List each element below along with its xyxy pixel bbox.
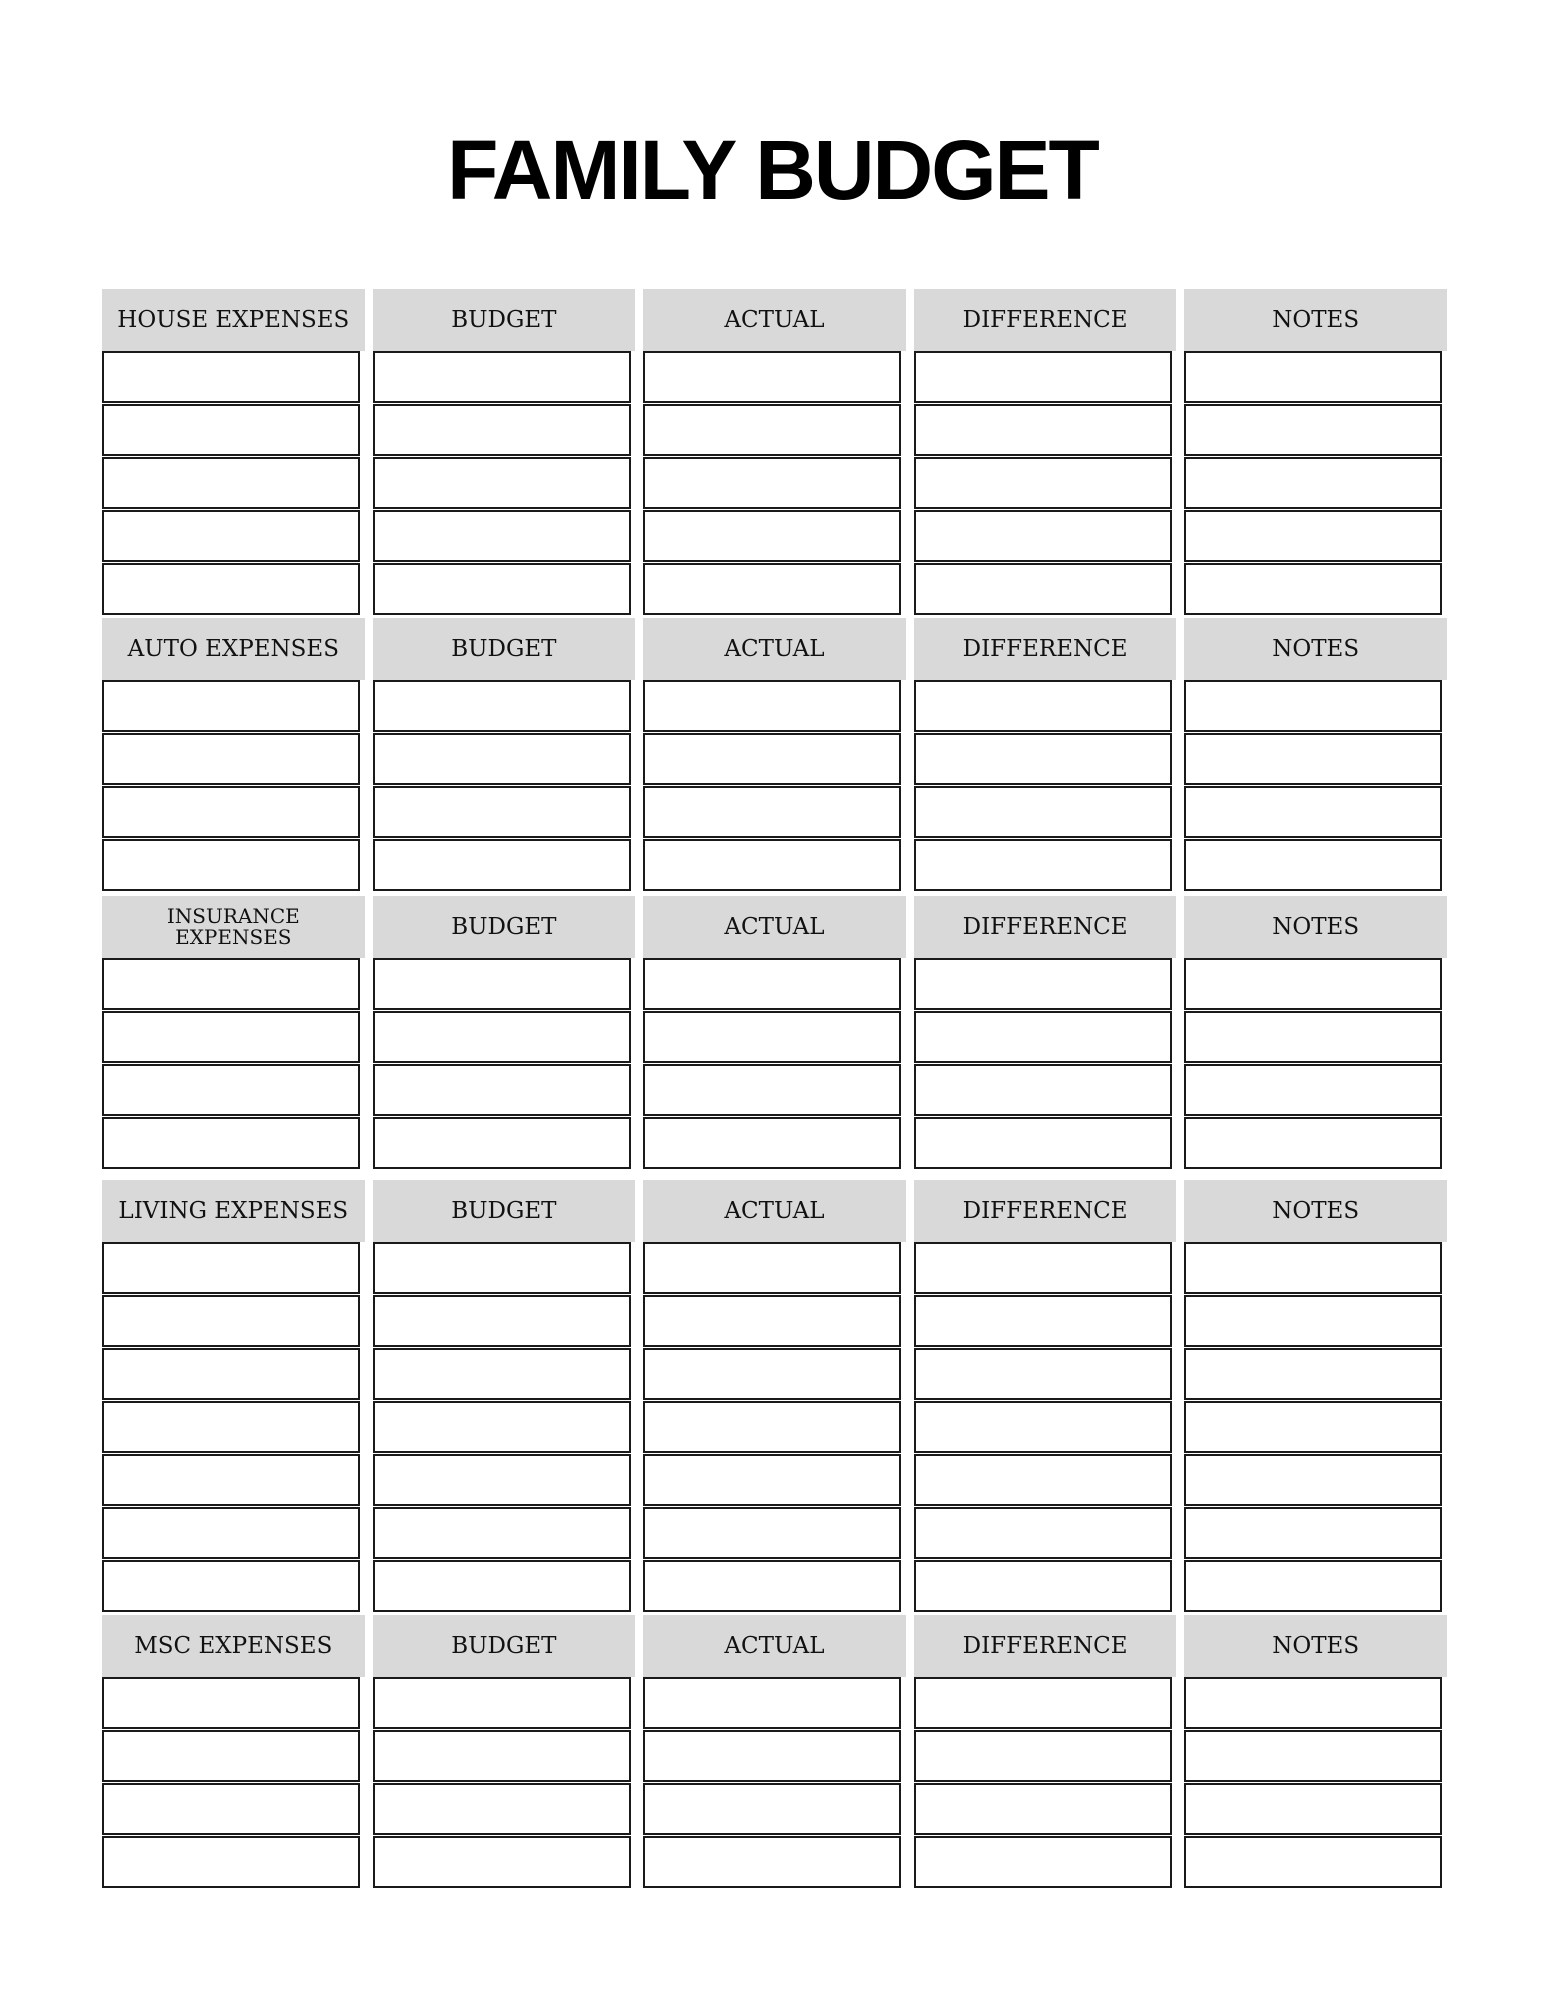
entry-cell[interactable] — [643, 1295, 901, 1347]
entry-cell[interactable] — [1184, 1011, 1442, 1063]
entry-cell[interactable] — [643, 510, 901, 562]
entry-cell[interactable] — [102, 457, 360, 509]
column-header: INSURANCE EXPENSES — [102, 896, 365, 958]
page-title: FAMILY BUDGET — [447, 123, 1098, 217]
column-header: DIFFERENCE — [914, 896, 1177, 958]
entry-cell[interactable] — [914, 1677, 1172, 1729]
entry-cell[interactable] — [1184, 404, 1442, 456]
entry-cell[interactable] — [1184, 510, 1442, 562]
entry-cell[interactable] — [914, 680, 1172, 732]
entry-cell[interactable] — [102, 563, 360, 615]
column-notes — [1184, 1615, 1447, 1889]
column-header: HOUSE EXPENSES — [102, 289, 365, 351]
category-column — [102, 618, 365, 892]
budget-section-msc-expenses — [102, 1615, 1447, 1889]
entry-cell[interactable] — [643, 733, 901, 785]
entry-cell[interactable] — [1184, 1064, 1442, 1116]
entry-cell[interactable] — [643, 1242, 901, 1294]
entry-cell[interactable] — [102, 680, 360, 732]
column-header: LIVING EXPENSES — [102, 1180, 365, 1242]
entry-cell[interactable] — [1184, 958, 1442, 1010]
entry-cell[interactable] — [914, 1507, 1172, 1559]
entry-cell[interactable] — [373, 1783, 631, 1835]
entry-cell[interactable] — [914, 958, 1172, 1010]
entry-cell[interactable] — [1184, 839, 1442, 891]
column-header: BUDGET — [373, 618, 636, 680]
entry-cell[interactable] — [102, 1348, 360, 1400]
column-notes — [1184, 896, 1447, 1170]
entry-cell[interactable] — [373, 457, 631, 509]
entry-cell[interactable] — [102, 1011, 360, 1063]
column-header: NOTES — [1184, 1615, 1447, 1677]
entry-cell[interactable] — [914, 510, 1172, 562]
entry-cell[interactable] — [1184, 1677, 1442, 1729]
column-header: ACTUAL — [643, 289, 906, 351]
column-budget — [373, 896, 636, 1170]
entry-cell[interactable] — [643, 839, 901, 891]
column-actual — [643, 1180, 906, 1613]
entry-cell[interactable] — [102, 1454, 360, 1506]
entry-cell[interactable] — [102, 1677, 360, 1729]
entry-cell[interactable] — [373, 1348, 631, 1400]
column-header: NOTES — [1184, 896, 1447, 958]
column-budget — [373, 1180, 636, 1613]
column-notes — [1184, 1180, 1447, 1613]
entry-cell[interactable] — [1184, 1295, 1442, 1347]
budget-section-house-expenses — [102, 289, 1447, 616]
entry-cell[interactable] — [914, 1348, 1172, 1400]
column-header: ACTUAL — [643, 1615, 906, 1677]
entry-cell[interactable] — [1184, 1730, 1442, 1782]
entry-cell[interactable] — [102, 786, 360, 838]
column-actual — [643, 618, 906, 892]
entry-cell[interactable] — [1184, 1783, 1442, 1835]
column-header: DIFFERENCE — [914, 1615, 1177, 1677]
entry-cell[interactable] — [373, 839, 631, 891]
entry-cell[interactable] — [373, 1295, 631, 1347]
entry-cell[interactable] — [1184, 351, 1442, 403]
entry-cell[interactable] — [914, 786, 1172, 838]
column-header: NOTES — [1184, 618, 1447, 680]
entry-cell[interactable] — [102, 1730, 360, 1782]
entry-cell[interactable] — [643, 1836, 901, 1888]
entry-cell[interactable] — [643, 1730, 901, 1782]
entry-cell[interactable] — [102, 1117, 360, 1169]
entry-cell[interactable] — [102, 1560, 360, 1612]
column-header: AUTO EXPENSES — [102, 618, 365, 680]
budget-section-insurance-expenses — [102, 896, 1447, 1170]
entry-cell[interactable] — [1184, 1454, 1442, 1506]
entry-cell[interactable] — [1184, 680, 1442, 732]
column-header: MSC EXPENSES — [102, 1615, 365, 1677]
category-column — [102, 896, 365, 1170]
entry-cell[interactable] — [1184, 1242, 1442, 1294]
entry-cell[interactable] — [102, 1242, 360, 1294]
entry-cell[interactable] — [102, 1783, 360, 1835]
entry-cell[interactable] — [1184, 1560, 1442, 1612]
entry-cell[interactable] — [102, 733, 360, 785]
column-budget — [373, 289, 636, 616]
column-header: DIFFERENCE — [914, 289, 1177, 351]
entry-cell[interactable] — [1184, 1507, 1442, 1559]
entry-cell[interactable] — [914, 1242, 1172, 1294]
entry-cell[interactable] — [373, 563, 631, 615]
entry-cell[interactable] — [914, 563, 1172, 615]
entry-cell[interactable] — [373, 1560, 631, 1612]
budget-section-living-expenses — [102, 1180, 1447, 1613]
entry-cell[interactable] — [1184, 1117, 1442, 1169]
entry-cell[interactable] — [102, 1064, 360, 1116]
column-header: BUDGET — [373, 896, 636, 958]
column-difference — [914, 289, 1177, 616]
entry-cell[interactable] — [1184, 563, 1442, 615]
category-column — [102, 289, 365, 616]
entry-cell[interactable] — [102, 1295, 360, 1347]
entry-cell[interactable] — [643, 1560, 901, 1612]
column-header: ACTUAL — [643, 896, 906, 958]
column-header: ACTUAL — [643, 618, 906, 680]
entry-cell[interactable] — [102, 1836, 360, 1888]
column-header: NOTES — [1184, 289, 1447, 351]
column-header: BUDGET — [373, 289, 636, 351]
entry-cell[interactable] — [914, 1117, 1172, 1169]
entry-cell[interactable] — [373, 958, 631, 1010]
entry-cell[interactable] — [373, 1401, 631, 1453]
entry-cell[interactable] — [643, 1401, 901, 1453]
entry-cell[interactable] — [643, 1064, 901, 1116]
column-notes — [1184, 289, 1447, 616]
entry-cell[interactable] — [643, 457, 901, 509]
entry-cell[interactable] — [643, 1011, 901, 1063]
column-difference — [914, 1615, 1177, 1889]
entry-cell[interactable] — [914, 1295, 1172, 1347]
entry-cell[interactable] — [643, 680, 901, 732]
entry-cell[interactable] — [373, 1730, 631, 1782]
column-budget — [373, 618, 636, 892]
column-difference — [914, 618, 1177, 892]
entry-cell[interactable] — [1184, 786, 1442, 838]
entry-cell[interactable] — [102, 839, 360, 891]
entry-cell[interactable] — [1184, 457, 1442, 509]
entry-cell[interactable] — [914, 1064, 1172, 1116]
entry-cell[interactable] — [914, 1454, 1172, 1506]
column-difference — [914, 1180, 1177, 1613]
entry-cell[interactable] — [643, 351, 901, 403]
column-difference — [914, 896, 1177, 1170]
entry-cell[interactable] — [373, 1242, 631, 1294]
entry-cell[interactable] — [1184, 1401, 1442, 1453]
entry-cell[interactable] — [643, 1348, 901, 1400]
entry-cell[interactable] — [914, 1401, 1172, 1453]
entry-cell[interactable] — [102, 1401, 360, 1453]
entry-cell[interactable] — [102, 351, 360, 403]
entry-cell[interactable] — [1184, 1836, 1442, 1888]
entry-cell[interactable] — [914, 839, 1172, 891]
entry-cell[interactable] — [643, 404, 901, 456]
entry-cell[interactable] — [914, 1836, 1172, 1888]
entry-cell[interactable] — [643, 1783, 901, 1835]
entry-cell[interactable] — [643, 786, 901, 838]
category-column — [102, 1180, 365, 1613]
entry-cell[interactable] — [373, 1064, 631, 1116]
column-actual — [643, 896, 906, 1170]
column-header: BUDGET — [373, 1180, 636, 1242]
column-header: ACTUAL — [643, 1180, 906, 1242]
entry-cell[interactable] — [373, 510, 631, 562]
entry-cell[interactable] — [373, 786, 631, 838]
entry-cell[interactable] — [102, 404, 360, 456]
budget-section-auto-expenses — [102, 618, 1447, 892]
entry-cell[interactable] — [643, 1677, 901, 1729]
column-actual — [643, 1615, 906, 1889]
entry-cell[interactable] — [643, 563, 901, 615]
entry-cell[interactable] — [373, 733, 631, 785]
entry-cell[interactable] — [643, 1507, 901, 1559]
entry-cell[interactable] — [373, 1117, 631, 1169]
entry-cell[interactable] — [914, 1783, 1172, 1835]
entry-cell[interactable] — [102, 958, 360, 1010]
entry-cell[interactable] — [643, 1117, 901, 1169]
column-header: NOTES — [1184, 1180, 1447, 1242]
entry-cell[interactable] — [914, 733, 1172, 785]
column-actual — [643, 289, 906, 616]
entry-cell[interactable] — [1184, 1348, 1442, 1400]
entry-cell[interactable] — [373, 404, 631, 456]
entry-cell[interactable] — [102, 510, 360, 562]
category-column — [102, 1615, 365, 1889]
entry-cell[interactable] — [373, 1836, 631, 1888]
entry-cell[interactable] — [373, 1677, 631, 1729]
column-budget — [373, 1615, 636, 1889]
entry-cell[interactable] — [373, 680, 631, 732]
entry-cell[interactable] — [914, 404, 1172, 456]
entry-cell[interactable] — [643, 958, 901, 1010]
entry-cell[interactable] — [643, 1454, 901, 1506]
entry-cell[interactable] — [102, 1507, 360, 1559]
column-header: DIFFERENCE — [914, 618, 1177, 680]
entry-cell[interactable] — [914, 1560, 1172, 1612]
column-header: DIFFERENCE — [914, 1180, 1177, 1242]
entry-cell[interactable] — [914, 351, 1172, 403]
entry-cell[interactable] — [373, 1454, 631, 1506]
column-header: BUDGET — [373, 1615, 636, 1677]
entry-cell[interactable] — [914, 457, 1172, 509]
entry-cell[interactable] — [373, 351, 631, 403]
entry-cell[interactable] — [914, 1730, 1172, 1782]
column-notes — [1184, 618, 1447, 892]
entry-cell[interactable] — [914, 1011, 1172, 1063]
entry-cell[interactable] — [1184, 733, 1442, 785]
entry-cell[interactable] — [373, 1507, 631, 1559]
entry-cell[interactable] — [373, 1011, 631, 1063]
